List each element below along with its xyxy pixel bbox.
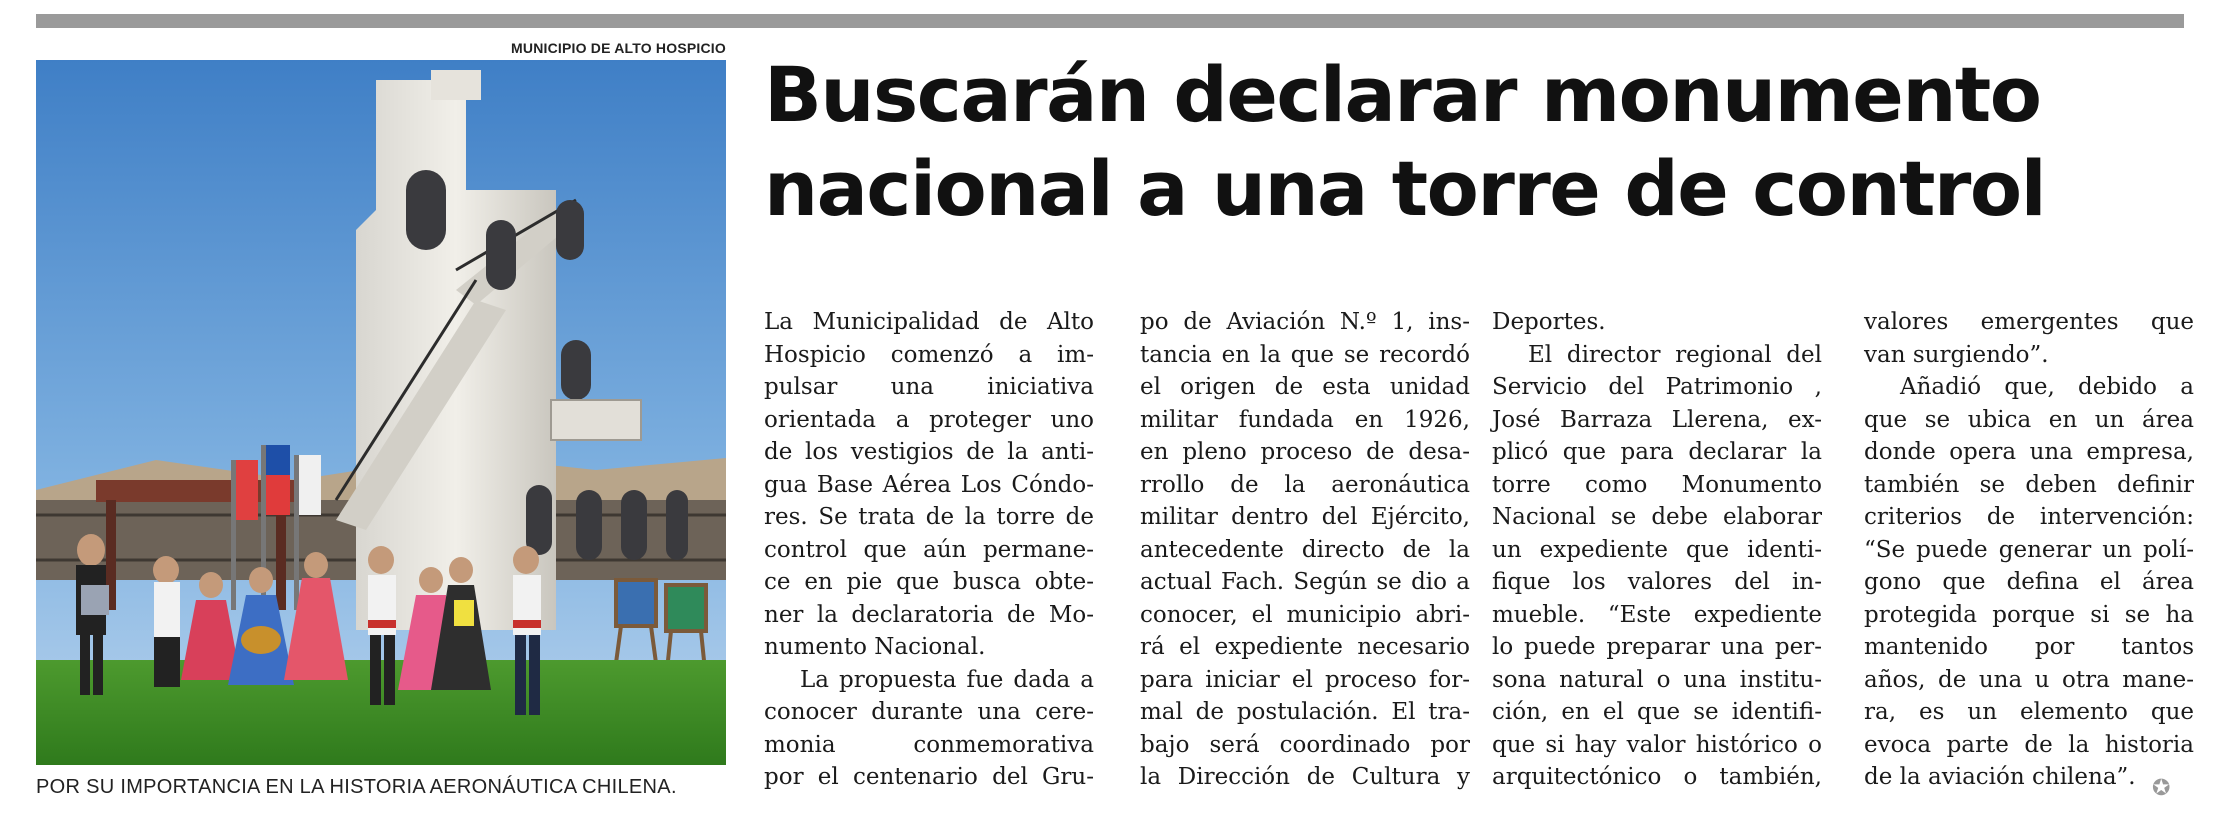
text-line: mal de postulación. El tra-	[1140, 699, 1470, 725]
text-line: conocer, el municipio abri-	[1140, 601, 1470, 628]
photo-credit: MUNICIPIO DE ALTO HOSPICIO	[511, 40, 726, 56]
text-line: de los vestigios de la anti-	[764, 439, 1094, 465]
text-line: de la aviación chilena”.	[1864, 764, 2136, 790]
text-line: fique los valores del in-	[1492, 569, 1822, 595]
text-line: tancia en la que se recordó	[1140, 341, 1470, 368]
text-line: Nacional se debe elaborar	[1492, 504, 1822, 530]
top-rule	[36, 14, 2184, 28]
photo-caption: POR SU IMPORTANCIA EN LA HISTORIA AERONÁUTICA CHILENA.	[36, 776, 677, 798]
text-line: numento Nacional.	[764, 634, 986, 660]
text-line: bajo será coordinado por	[1140, 731, 1470, 758]
end-of-article-icon: ✪	[2152, 776, 2171, 801]
text-line: antecedente directo de la	[1140, 536, 1470, 563]
text-line: para iniciar el proceso for-	[1140, 666, 1470, 693]
text-line: “Se puede generar un polí-	[1864, 536, 2194, 563]
text-line: rrollo de la aeronáutica	[1140, 471, 1470, 498]
headline-line-1: Buscarán declarar monumento	[764, 50, 2041, 139]
text-line: lo puede preparar una per-	[1492, 634, 1822, 660]
text-line: la Dirección de Cultura y	[1140, 764, 1470, 790]
text-line: torre como Monumento	[1492, 471, 1822, 498]
text-line: José Barraza Llerena, ex-	[1492, 406, 1822, 433]
text-line: van surgiendo”.	[1864, 341, 2049, 368]
text-line: ce en pie que busca obte-	[764, 569, 1094, 595]
article-photo	[36, 60, 726, 765]
text-line: militar dentro del Ejército,	[1140, 504, 1470, 530]
text-line: gua Base Aérea Los Cóndo-	[764, 471, 1094, 498]
text-line: criterios de intervención:	[1864, 504, 2194, 530]
article-column-1	[764, 306, 1094, 794]
text-line: donde opera una empresa,	[1864, 439, 2194, 465]
text-line: conocer durante una cere-	[764, 699, 1094, 725]
text-line: que se ubica en un área	[1864, 406, 2194, 433]
text-line: sona natural o una institu-	[1492, 666, 1822, 693]
headline-line-2: nacional a una torre de control	[764, 144, 2046, 233]
text-line: res. Se trata de la torre de	[764, 504, 1094, 530]
text-line: plicó que para declarar la	[1492, 439, 1822, 465]
text-line: en pleno proceso de desa-	[1140, 439, 1470, 465]
text-line: rá el expediente necesario	[1140, 634, 1470, 660]
text-line: años, de una u otra mane-	[1864, 666, 2194, 693]
text-line: valores emergentes que	[1864, 309, 2194, 335]
text-line: po de Aviación N.º 1, ins-	[1140, 309, 1470, 335]
text-line: control que aún permane-	[764, 536, 1094, 563]
text-line: militar fundada en 1926,	[1140, 406, 1470, 433]
text-line: el origen de esta unidad	[1140, 374, 1470, 400]
text-line: ra, es un elemento que	[1864, 699, 2194, 725]
article-column-3	[1492, 306, 1822, 794]
text-line: que si hay valor histórico o	[1492, 731, 1822, 758]
text-line: ner la declaratoria de Mo-	[764, 601, 1094, 628]
text-line: La propuesta fue dada a	[800, 666, 1094, 693]
text-line: Deportes.	[1492, 309, 1606, 335]
text-line: El director regional del	[1528, 341, 1822, 368]
article-column-2	[1140, 306, 1470, 794]
text-line: protegida porque si se ha	[1864, 601, 2194, 628]
text-line: un expediente que identi-	[1492, 536, 1822, 563]
text-line: La Municipalidad de Alto	[764, 309, 1094, 335]
text-line: arquitectónico o también,	[1492, 764, 1822, 790]
text-line: ción, en el que se identifi-	[1492, 699, 1822, 725]
text-line: por el centenario del Gru-	[764, 764, 1094, 790]
text-line: monia conmemorativa	[764, 731, 1094, 758]
text-line: también se deben definir	[1864, 471, 2194, 498]
text-line: orientada a proteger uno	[764, 406, 1094, 433]
text-line: Servicio del Patrimonio ,	[1492, 374, 1822, 400]
text-line: mantenido por tantos	[1864, 634, 2194, 660]
text-line: actual Fach. Según se dio a	[1140, 569, 1470, 595]
headline	[764, 48, 2184, 236]
text-line: gono que defina el área	[1864, 569, 2194, 595]
text-line: evoca parte de la historia	[1864, 731, 2194, 758]
text-line: Añadió que, debido a	[1900, 374, 2194, 400]
text-line: mueble. “Este expediente	[1492, 601, 1822, 628]
text-line: Hospicio comenzó a im-	[764, 341, 1094, 368]
article-column-4	[1864, 306, 2194, 794]
text-line: pulsar una iniciativa	[764, 374, 1094, 400]
